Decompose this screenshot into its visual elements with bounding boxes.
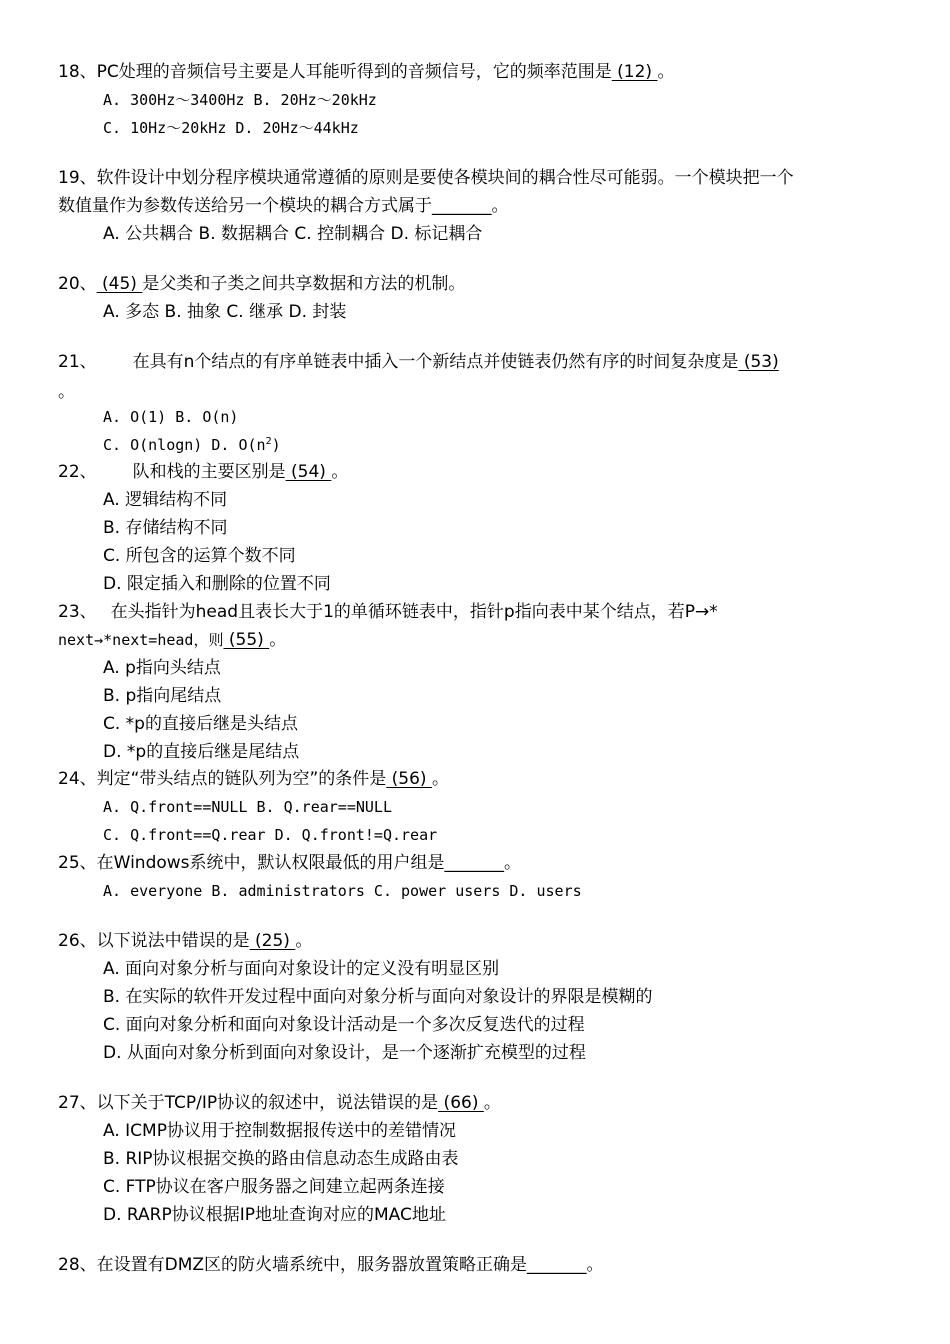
question-26-option: A. 面向对象分析与面向对象设计的定义没有明显区别 [103, 959, 500, 979]
question-26-stem: 26、以下说法中错误的是 (25) 。 [58, 931, 313, 951]
question-27-option: A. ICMP协议用于控制数据报传送中的差错情况 [103, 1121, 456, 1141]
question-28-stem: 28、在设置有DMZ区的防火墙系统中，服务器放置策略正确是_______。 [58, 1255, 604, 1275]
question-20-stem: 20、 (45) 是父类和子类之间共享数据和方法的机制。 [58, 274, 466, 294]
answer-blank: (12) [611, 62, 658, 82]
question-22-option: B. 存储结构不同 [103, 518, 228, 538]
question-24-options: A. Q.front==NULL B. Q.rear==NULL [103, 798, 392, 816]
question-23-stem: 23、 在头指针为head且表长大于1的单循环链表中，指针p指向表中某个结点，若P→* [58, 602, 718, 622]
question-26-option: B. 在实际的软件开发过程中面向对象分析与面向对象设计的界限是模糊的 [103, 987, 653, 1007]
question-23-option: A. p指向头结点 [103, 658, 221, 678]
answer-blank: (25) [249, 931, 296, 951]
answer-blank: _______ [432, 196, 492, 216]
question-18-stem: 18、PC处理的音频信号主要是人耳能听得到的音频信号，它的频率范围是 (12) 。 [58, 62, 675, 82]
question-19-stem: 数值量作为参数传送给另一个模块的耦合方式属于_______。 [58, 196, 509, 216]
question-21-stem: 21、 在具有n个结点的有序单链表中插入一个新结点并使链表仍然有序的时间复杂度是 (53) [58, 352, 779, 372]
question-26-option: C. 面向对象分析和面向对象设计活动是一个多次反复迭代的过程 [103, 1015, 585, 1035]
question-21-stem-end: 。 [58, 382, 75, 402]
question-23-stem: next→*next=head，则 (55) 。 [58, 630, 287, 650]
question-27-option: C. FTP协议在客户服务器之间建立起两条连接 [103, 1177, 445, 1197]
answer-blank: _______ [527, 1255, 587, 1275]
question-22-stem: 22、 队和栈的主要区别是 (54) 。 [58, 462, 349, 482]
question-22-option: A. 逻辑结构不同 [103, 490, 228, 510]
question-21-options: A. O(1) B. O(n) [103, 408, 239, 426]
question-27-stem: 27、以下关于TCP/IP协议的叙述中，说法错误的是 (66) 。 [58, 1093, 501, 1113]
question-20-options: A. 多态 B. 抽象 C. 继承 D. 封装 [103, 302, 347, 322]
answer-blank: (45) [96, 274, 143, 294]
question-23-option: B. p指向尾结点 [103, 686, 222, 706]
answer-blank: _______ [444, 853, 505, 873]
answer-blank: (54) [285, 462, 332, 482]
question-25-stem: 25、在Windows系统中，默认权限最低的用户组是_______。 [58, 853, 522, 873]
question-22-option: C. 所包含的运算个数不同 [103, 546, 296, 566]
question-23-option: D. *p的直接后继是尾结点 [103, 742, 300, 762]
answer-blank: (66) [438, 1093, 484, 1113]
question-23-option: C. *p的直接后继是头结点 [103, 714, 298, 734]
question-25-options: A. everyone B. administrators C. power users D. users [103, 882, 582, 900]
question-19-stem: 19、软件设计中划分程序模块通常遵循的原则是要使各模块间的耦合性尽可能弱。一个模块把一个 [58, 168, 794, 188]
question-24-stem: 24、判定“带头结点的链队列为空”的条件是 (56) 。 [58, 769, 449, 789]
answer-blank: (55) [223, 630, 270, 650]
question-21-options: C. O(nlogn) D. $O(n^2)$ [103, 436, 281, 454]
question-18-options: A. 300Hz～3400Hz B. 20Hz～20kHz [103, 91, 377, 109]
answer-blank: (56) [386, 769, 432, 789]
question-22-option: D. 限定插入和删除的位置不同 [103, 574, 331, 594]
question-26-option: D. 从面向对象分析到面向对象设计，是一个逐渐扩充模型的过程 [103, 1043, 586, 1063]
question-27-option: D. RARP协议根据IP地址查询对应的MAC地址 [103, 1205, 446, 1225]
question-24-options: C. Q.front==Q.rear D. Q.front!=Q.rear [103, 826, 438, 844]
question-27-option: B. RIP协议根据交换的路由信息动态生成路由表 [103, 1149, 459, 1169]
answer-blank: (53) [738, 352, 779, 372]
question-18-options: C. 10Hz～20kHz D. 20Hz～44kHz [103, 119, 359, 137]
question-19-options: A. 公共耦合 B. 数据耦合 C. 控制耦合 D. 标记耦合 [103, 224, 483, 244]
